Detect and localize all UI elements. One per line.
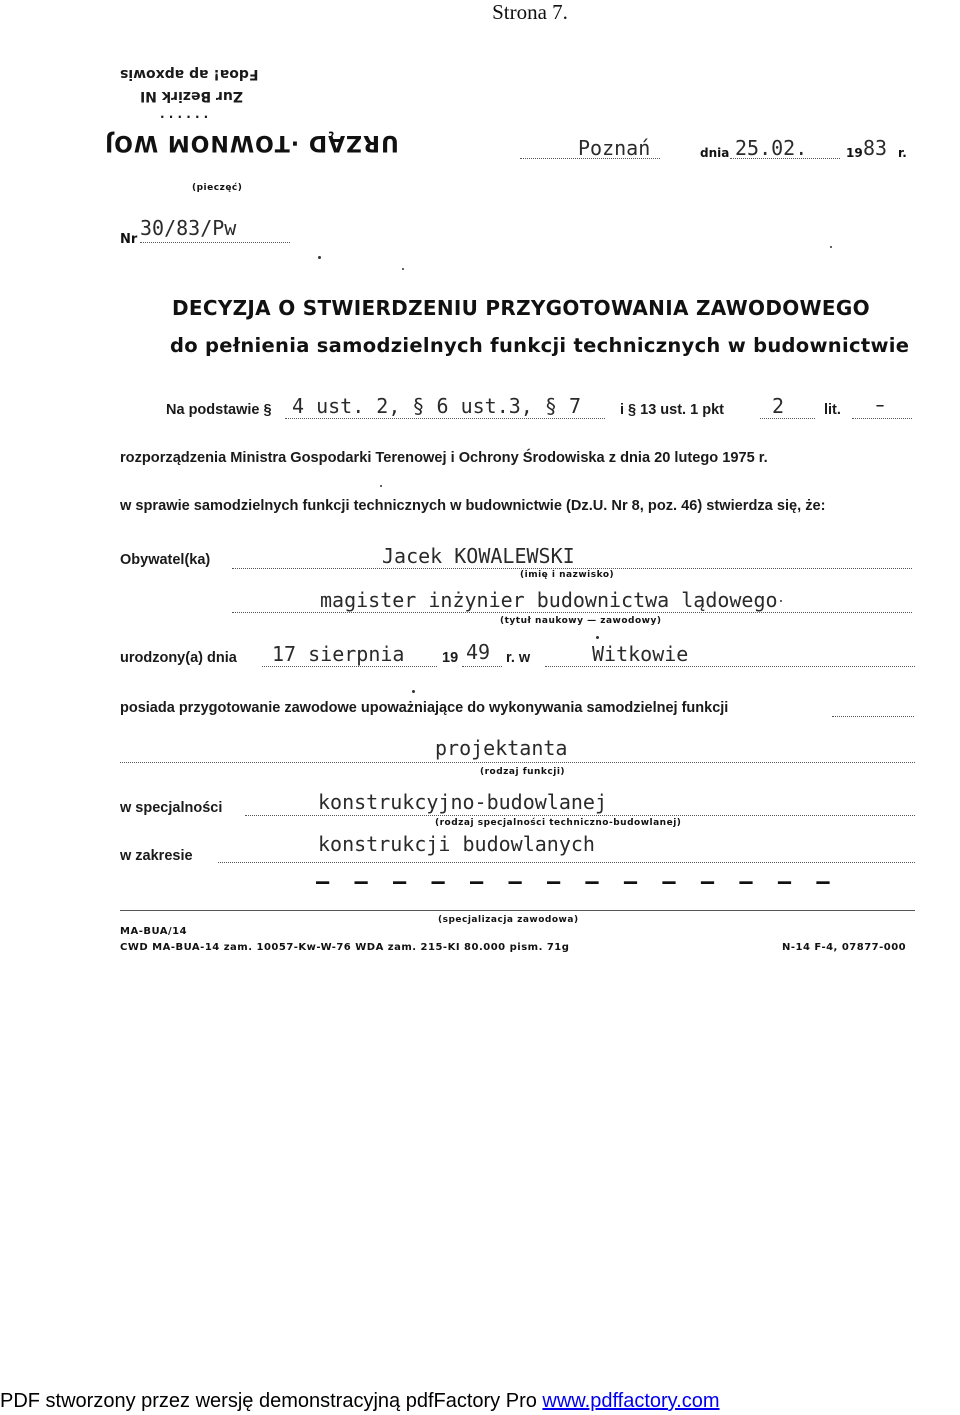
pdf-footer xyxy=(0,1390,720,1413)
stamp-line-3: · · · · · · xyxy=(160,110,209,124)
basis-label: Na podstawie § xyxy=(166,402,272,418)
citizen-label: Obywatel(ka) xyxy=(120,552,211,568)
function-value: projektanta xyxy=(435,736,568,760)
stamp-office-name: URZĄD ·TOWNOM WOJ xyxy=(104,130,399,155)
date-year-value: 83 xyxy=(863,136,888,160)
page-header: Strona 7. xyxy=(492,0,568,24)
number-value: 30/83/Pw xyxy=(140,216,237,240)
date-value: 25.02. xyxy=(735,136,808,160)
function-caption: (rodzaj funkcji) xyxy=(480,767,566,777)
basis-typed: 4 ust. 2, § 6 ust.3, § 7 xyxy=(292,394,581,418)
scope-dashes: – – – – – – – – – – – – – – xyxy=(316,870,836,895)
stamp-line-1: Fdoa! ap apxowis xyxy=(120,66,259,82)
scope-value: konstrukcji budowlanych xyxy=(318,832,595,856)
scope-label: w zakresie xyxy=(120,848,193,864)
stamp-caption: (pieczęć) xyxy=(192,183,243,193)
place-value: Poznań xyxy=(578,136,651,160)
born-year-prefix: 19 xyxy=(442,650,459,666)
basis-pkt-value: 2 xyxy=(772,394,785,418)
number-label: Nr xyxy=(120,232,138,247)
basis-printed: i § 13 ust. 1 pkt xyxy=(620,402,724,418)
born-label: urodzony(a) dnia xyxy=(120,650,237,666)
citizen-title-caption: (tytuł naukowy — zawodowy) xyxy=(500,616,662,626)
form-code: MA-BUA/14 xyxy=(120,926,188,937)
footer-text: PDF stworzony przez wersję demonstracyjną pdfFactory Pro xyxy=(0,1390,537,1412)
print-info: CWD MA-BUA-14 zam. 10057-Kw-W-76 WDA zam. 215-KI 80.000 pism. 71g xyxy=(120,942,570,953)
date-r-label: r. xyxy=(898,146,907,160)
born-place: Witkowie xyxy=(592,642,689,666)
date-year-prefix: 19 xyxy=(846,146,863,160)
stamp-line-2: Zur Bezirk NI xyxy=(140,88,244,104)
matter-text: w sprawie samodzielnych funkcji technicznych w budownictwie (Dz.U. Nr 8, poz. 46) stwierdza się, że: xyxy=(120,498,826,514)
document-subtitle: do pełnienia samodzielnych funkcji technicznych w budownictwie xyxy=(170,334,910,357)
citizen-title: magister inżynier budownictwa lądowego xyxy=(320,588,778,612)
basis-lit-label: lit. xyxy=(824,402,841,418)
date-label: dnia xyxy=(700,146,730,160)
print-info-right: N-14 F-4, 07877-000 xyxy=(782,942,907,953)
citizen-name-caption: (imię i nazwisko) xyxy=(520,570,615,580)
born-year: 49 xyxy=(466,640,491,664)
regulation-text: rozporządzenia Ministra Gospodarki Terenowej i Ochrony Środowiska z dnia 20 lutego 1975 r. xyxy=(120,450,768,466)
footer-link[interactable]: www.pdffactory.com xyxy=(542,1390,720,1412)
born-r-label: r. w xyxy=(506,650,531,666)
born-date: 17 sierpnia xyxy=(272,642,405,666)
basis-lit-value: – xyxy=(876,398,885,414)
citizen-name: Jacek KOWALEWSKI xyxy=(382,544,575,568)
document-title: DECYZJA O STWIERDZENIU PRZYGOTOWANIA ZAWODOWEGO xyxy=(172,296,870,320)
possession-text: posiada przygotowanie zawodowe upoważniające do wykonywania samodzielnej funkcji xyxy=(120,700,729,716)
specialty-caption: (rodzaj specjalności techniczno-budowlanej) xyxy=(435,818,682,828)
scope-caption: (specjalizacja zawodowa) xyxy=(438,915,579,925)
specialty-value: konstrukcyjno-budowlanej xyxy=(318,790,607,814)
specialty-label: w specjalności xyxy=(120,800,223,816)
